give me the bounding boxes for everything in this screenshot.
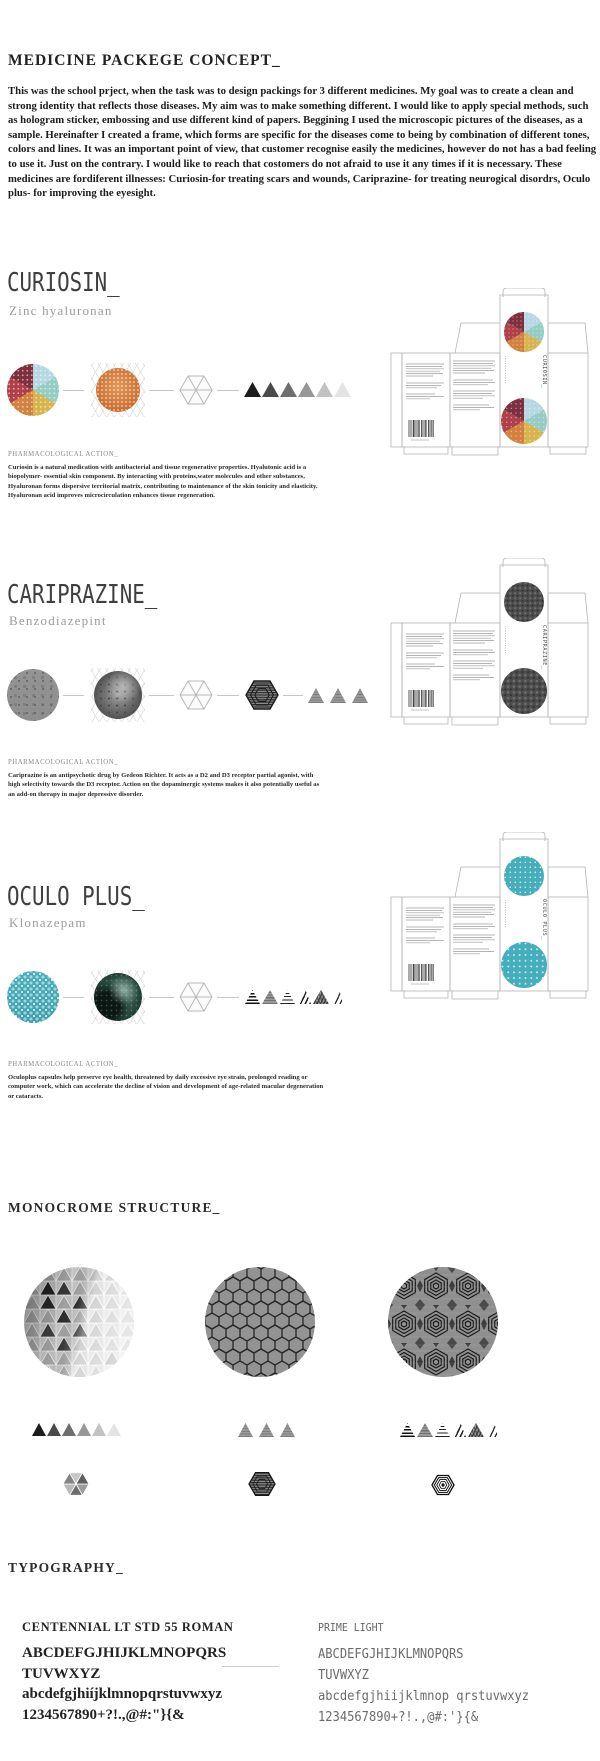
- cariprazine-substance: Benzodiazepint: [9, 613, 107, 628]
- monocrome-title: MONOCROME STRUCTURE_: [8, 1200, 221, 1215]
- barcode: [409, 964, 433, 981]
- tone-triangle: [262, 382, 279, 397]
- monocrome-circle-hexmaze: [205, 1267, 315, 1377]
- tone-triangle: [298, 382, 315, 397]
- box-front-circle-top: [504, 582, 544, 622]
- monocrome-tone-scale-patterns: [400, 1423, 498, 1437]
- cariprazine-title: CARIPRAZINE_: [7, 580, 158, 610]
- tone-triangle: [77, 1423, 91, 1436]
- curiosin-frame-circle: [96, 368, 140, 412]
- connector-line: [217, 695, 239, 696]
- tone-triangle: [47, 1423, 61, 1436]
- connector-line: [283, 695, 303, 696]
- oculo-tone-scale: [245, 990, 343, 1004]
- pattern-triangle: [313, 990, 329, 1004]
- hexagon-grid-icon: [179, 680, 213, 710]
- monocrome-hexagon-segments: [62, 1471, 90, 1497]
- tone-triangle: [244, 382, 261, 397]
- connector-line: [149, 695, 174, 696]
- curiosin-action-text: Curiosin is a natural medication with antibacterial and tissue regenerative properties. Hyalutonic acid is a biopolymer- essential skin component. By interacting with proteins,water molecules and other substances, Hyaluronan forms dispersive territorial matrix, contributing to maintenance of the skin tonicity and elasticity. Hyaluronan acid improves microcirculation enhances tissue regeneration.: [8, 464, 318, 500]
- monocrome-hexagon-striped: [248, 1470, 276, 1498]
- tone-triangle: [62, 1423, 76, 1436]
- box-brand-vertical-text: CARIPRAZINE_: [541, 625, 547, 670]
- tone-triangle: [92, 1423, 106, 1436]
- monocrome-circle-opart: [388, 1267, 498, 1377]
- specimen-line: 1234567890+?!.,@#:"}{&: [22, 1706, 185, 1723]
- curiosin-substance: Zinc hyaluronan: [9, 303, 113, 318]
- oculo-frame-circle: [94, 973, 142, 1021]
- monocrome-tone-scale-textured: [238, 1423, 295, 1437]
- connector-line: [63, 390, 84, 391]
- tone-triangle: [316, 382, 333, 397]
- typography-divider: [222, 1666, 279, 1667]
- connector-line: [149, 997, 174, 998]
- textured-triangle: [280, 1423, 295, 1437]
- box-front-circle-bottom: [501, 398, 547, 444]
- pattern-triangle: [486, 1423, 498, 1437]
- curiosin-title: CURIOSIN_: [7, 268, 120, 298]
- pattern-triangle: [245, 990, 260, 1004]
- pattern-triangle: [280, 990, 295, 1004]
- specimen-prime-light: [318, 1644, 545, 1728]
- cariprazine-frame-circle: [94, 671, 142, 719]
- dieline-text-lines: [406, 361, 495, 410]
- specimen-centennial: [22, 1643, 226, 1725]
- oculo-substance: Klonazepam: [9, 915, 87, 930]
- specimen-line: ABCDEFGJHIJKLMNOPQRS: [22, 1645, 227, 1661]
- oculo-action-label: PHARMACOLOGICAL ACTION_: [8, 1061, 118, 1068]
- cariprazine-package-dieline: [345, 558, 600, 730]
- curiosin-pattern-square: [91, 363, 145, 417]
- tone-triangle: [280, 382, 297, 397]
- curiosin-package-dieline: [345, 288, 600, 460]
- box-brand-vertical-text: CURIOSIN_: [541, 355, 547, 389]
- specimen-line: abcdefgjhiíjklmnopqrstuvwxyz: [22, 1686, 223, 1702]
- box-front-circle-bottom: [501, 942, 547, 988]
- connector-line: [149, 390, 174, 391]
- oculo-microscopic-circle: [7, 971, 59, 1023]
- cariprazine-dark-hexagon: [245, 680, 279, 710]
- connector-line: [217, 390, 239, 391]
- connector-line: [217, 997, 239, 998]
- textured-triangle: [259, 1423, 274, 1437]
- tone-triangle: [107, 1423, 121, 1436]
- dieline-text-lines: [406, 631, 495, 680]
- specimen-line: TUVWXYZ: [318, 1668, 369, 1683]
- pattern-triangle: [297, 990, 311, 1004]
- oculo-package-dieline: [345, 832, 600, 1004]
- curiosin-tone-scale: [244, 382, 351, 397]
- pattern-triangle: [400, 1423, 415, 1437]
- pattern-triangle: [435, 1423, 450, 1437]
- cariprazine-action-label: PHARMACOLOGICAL ACTION_: [8, 759, 118, 766]
- font-name-centennial: CENTENNIAL LT STD 55 ROMAN: [22, 1620, 234, 1634]
- pattern-triangle: [331, 990, 343, 1004]
- box-front-circle-bottom: [501, 668, 547, 714]
- monocrome-circle-triangles: [24, 1267, 134, 1377]
- box-brand-vertical-text: OCULO PLUS_: [541, 899, 547, 940]
- tone-triangle: [32, 1423, 46, 1436]
- pattern-triangle: [417, 1423, 433, 1437]
- oculo-title: OCULO PLUS_: [7, 882, 145, 912]
- hexagon-grid-icon: [179, 375, 213, 405]
- textured-triangle: [330, 688, 346, 703]
- specimen-line: 1234567890+?!.,@#:'}{&: [318, 1710, 479, 1725]
- cariprazine-microscopic-circle: [7, 669, 59, 721]
- pattern-triangle: [262, 990, 278, 1004]
- connector-line: [63, 695, 84, 696]
- hexagon-grid-icon: [179, 982, 213, 1012]
- page-title: MEDICINE PACKEGE CONCEPT_: [8, 52, 281, 69]
- box-front-circle-top: [504, 312, 544, 352]
- specimen-line: abcdefgjhiijklmnop qrstuvwxyz: [318, 1689, 530, 1704]
- intro-paragraph: This was the school prject, when the task was to design packings for 3 different medicines. My goal was to create a clean and strong identity that reflects those diseases. My aim was to make something different. I would like to apply special methods, such as hologram sticker, embossing and use different kind of papers. Beggining I used the microscopic pictures of the diseases, as a sample. Hereinafter I created a frame, which forms are specific for the diseases come to being by combination of different tones, colors and lines. It was an important point of view, that customer recognise easily the medicines, however do not has a bad feeling to use it. Just on the contrary. I would like to reach that costomers do not afraid to use it any times if it is necessary. These medicines are fordiferent illnesses: Curiosin-for treating scars and wounds, Cariprazine- for treating neurogical disordrs, Oculo plus- for improving the eyesight.: [8, 85, 597, 200]
- oculo-action-text: Oculoplus capsules help preserve eye health, threatened by daily excessive eye strain, prolonged reading or computer work, which can accelerate the decline of vision and development of age-related macular degeneration or cataracts.: [8, 1074, 324, 1100]
- pattern-triangle: [468, 1423, 484, 1437]
- connector-line: [63, 997, 84, 998]
- typography-title: TYPOGRAPHY_: [8, 1560, 124, 1575]
- monocrome-tone-scale-grays: [32, 1423, 121, 1436]
- cariprazine-action-text: Cariprazine is an antipsychotic drug by Gedeon Richter. It acts as a D2 and D3 receptor partial agonist, with high selectivity towards the D3 receptor. Action on the dopaminergic systems makes it also potentially useful as an add-on therapy in major depressive disorder.: [8, 772, 320, 798]
- specimen-line: ABCDEFGJHIJKLMNOPQRS: [318, 1647, 464, 1662]
- cariprazine-pattern-square: [91, 668, 145, 722]
- pattern-triangle: [452, 1423, 466, 1437]
- box-front-circle-top: [504, 856, 544, 896]
- specimen-line: TUVWXYZ: [22, 1665, 101, 1682]
- barcode: [409, 690, 433, 707]
- oculo-pattern-square: [91, 970, 145, 1024]
- dieline-text-lines: [406, 905, 495, 954]
- textured-triangle: [308, 688, 324, 703]
- curiosin-microscopic-circle: [7, 364, 59, 416]
- barcode: [409, 420, 433, 437]
- font-name-prime-light: PRIME LIGHT: [318, 1621, 384, 1634]
- curiosin-action-label: PHARMACOLOGICAL ACTION_: [8, 451, 118, 458]
- monocrome-hexagon-concentric: [431, 1473, 455, 1497]
- textured-triangle: [238, 1423, 253, 1437]
